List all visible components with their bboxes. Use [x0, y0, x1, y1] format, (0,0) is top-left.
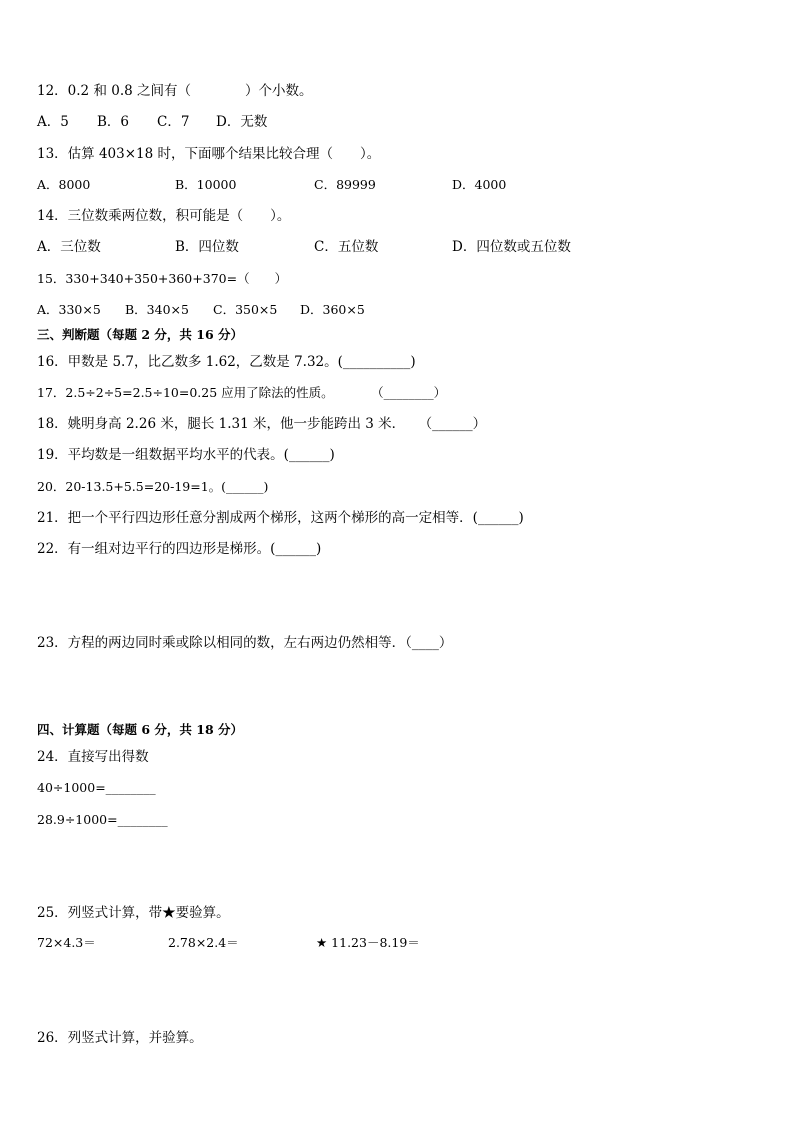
question-17: 17．2.5÷2÷5=2.5÷10=0.25 应用了除法的性质。 （________） [37, 385, 447, 400]
q13-option-d: D．4000 [452, 177, 507, 192]
section-3-heading: 三、判断题（每题 2 分，共 16 分） [37, 327, 244, 342]
question-19: 19．平均数是一组数据平均水平的代表。(______) [37, 447, 335, 463]
q12-option-a: A．5 [37, 114, 69, 130]
question-25: 25．列竖式计算，带★要验算。 [37, 905, 230, 921]
q13-option-b: B．10000 [175, 177, 237, 192]
q13-option-c: C．89999 [314, 177, 376, 192]
q24-item-1: 40÷1000=________ [37, 780, 156, 795]
section-4-heading: 四、计算题（每题 6 分，共 18 分） [37, 722, 244, 737]
q13-option-a: A．8000 [37, 177, 91, 192]
question-24: 24．直接写出得数 [37, 749, 149, 765]
question-26: 26．列竖式计算，并验算。 [37, 1030, 203, 1046]
q12-option-d: D．无数 [216, 114, 268, 130]
q12-option-c: C．7 [157, 114, 190, 130]
question-16: 16．甲数是 5.7，比乙数多 1.62，乙数是 7.32。(__________) [37, 354, 416, 370]
q15-option-c: C．350×5 [213, 302, 278, 317]
question-13: 13．估算 403×18 时，下面哪个结果比较合理（ ）。 [37, 146, 381, 162]
q25-item-1: 72×4.3＝ [37, 935, 96, 950]
q14-option-a: A．三位数 [37, 239, 101, 255]
q25-item-2: 2.78×2.4＝ [168, 935, 239, 950]
question-18: 18．姚明身高 2.26 米，腿长 1.31 米，他一步能跨出 3 米． （______） [37, 416, 487, 432]
q14-option-b: B．四位数 [175, 239, 239, 255]
q25-item-3: ★ 11.23－8.19＝ [316, 935, 420, 950]
q14-option-c: C．五位数 [314, 239, 379, 255]
question-14: 14．三位数乘两位数，积可能是（ ）。 [37, 208, 291, 224]
question-21: 21．把一个平行四边形任意分割成两个梯形，这两个梯形的高一定相等．(______) [37, 510, 524, 526]
q15-option-b: B．340×5 [125, 302, 189, 317]
q24-item-2: 28.9÷1000=________ [37, 812, 168, 827]
question-23: 23．方程的两边同时乘或除以相同的数，左右两边仍然相等．（____） [37, 635, 453, 651]
q14-option-d: D．四位数或五位数 [452, 239, 571, 255]
q15-option-d: D．360×5 [300, 302, 365, 317]
question-20: 20．20-13.5+5.5=20-19=1。(______) [37, 479, 269, 494]
q12-option-b: B．6 [97, 114, 130, 130]
question-15: 15．330+340+350+360+370=（ ） [37, 271, 288, 286]
question-12: 12．0.2 和 0.8 之间有（ ）个小数。 [37, 83, 313, 99]
question-22: 22．有一组对边平行的四边形是梯形。(______) [37, 541, 322, 557]
q15-option-a: A．330×5 [37, 302, 101, 317]
